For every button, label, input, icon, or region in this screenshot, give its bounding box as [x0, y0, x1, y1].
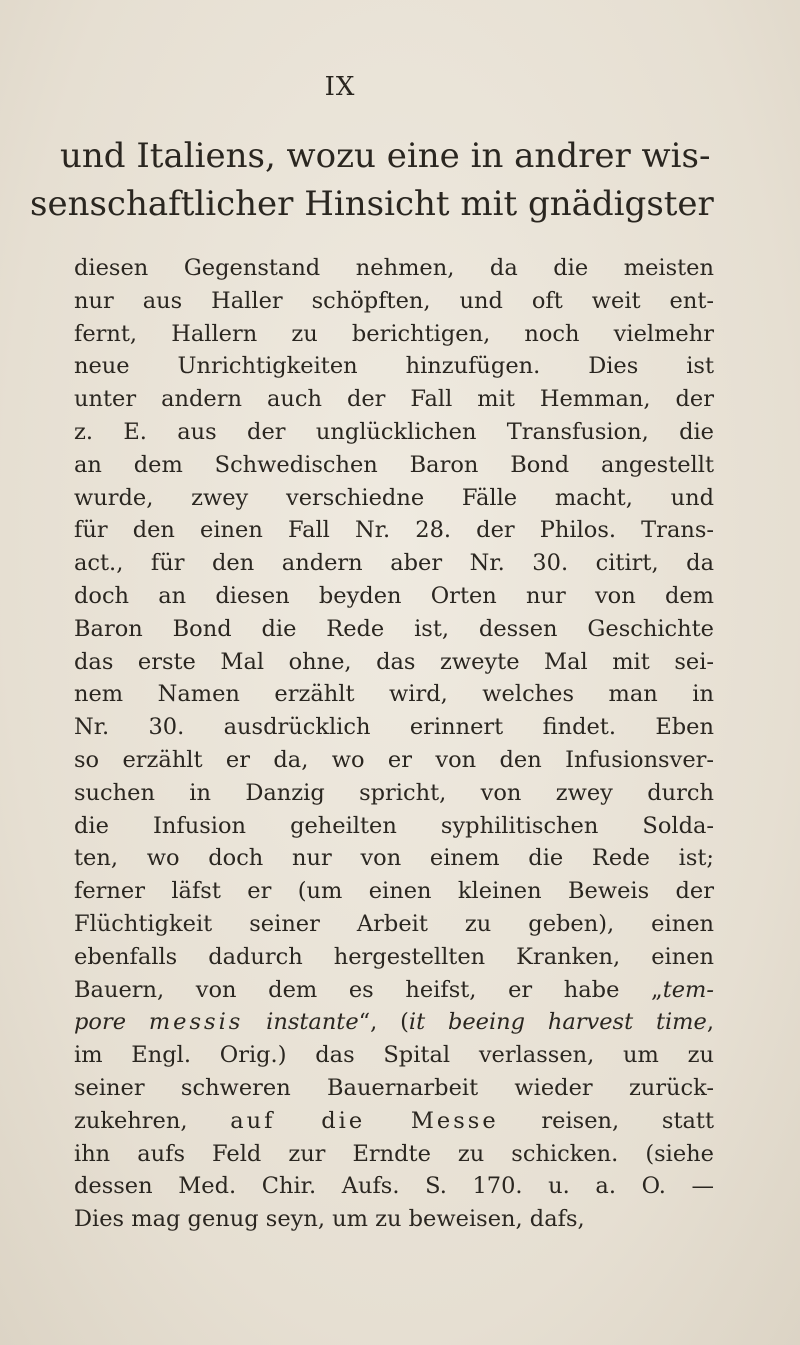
text-line: suchen in Danzig spricht, von zwey durch — [74, 779, 714, 806]
italic-segment: pore — [74, 1009, 149, 1036]
text-segment: , — [706, 1009, 714, 1036]
body-text — [74, 252, 714, 1236]
text-line: ebenfalls dadurch hergestellten Kranken, einen — [74, 943, 714, 970]
text-segment: reisen, statt — [498, 1107, 715, 1134]
italic-segment: tem- — [662, 976, 714, 1003]
text-line: ferner läfst er (um einen kleinen Beweis der — [74, 878, 714, 905]
text-line: im Engl. Orig.) das Spital verlassen, um zu — [74, 1042, 714, 1069]
text-line: nem Namen erzählt wird, welches man in — [74, 681, 714, 708]
italic-segment: it beeing harvest time — [408, 1009, 707, 1036]
text-line: für den einen Fall Nr. 28. der Philos. Trans- — [74, 517, 714, 544]
text-line: z. E. aus der unglücklichen Transfusion, die — [74, 418, 714, 445]
text-line: seiner schweren Bauernarbeit wieder zurück- — [74, 1074, 714, 1101]
text-line — [74, 1006, 714, 1039]
text-line: wurde, zwey verschiedne Fälle macht, und — [74, 484, 714, 511]
text-line: neue Unrichtigkeiten hinzufügen. Dies ist — [74, 353, 714, 380]
text-line: fernt, Hallern zu berichtigen, noch vielmehr — [74, 320, 714, 347]
text-line: unter andern auch der Fall mit Hemman, der — [74, 386, 714, 413]
italic-segment: instante — [243, 1009, 359, 1036]
text-line: act., für den andern aber Nr. 30. citirt, da — [74, 550, 714, 577]
text-line: diesen Gegenstand nehmen, da die meisten — [74, 255, 714, 281]
spaced-segment: auf die Messe — [230, 1107, 499, 1134]
text-line: Baron Bond die Rede ist, dessen Geschichte — [74, 615, 714, 642]
text-line: Dies mag genug seyn, um zu beweisen, dafs, — [74, 1206, 585, 1233]
text-line: Flüchtigkeit seiner Arbeit zu geben), einen — [74, 910, 714, 937]
text-line: die Infusion geheilten syphilitischen Solda- — [74, 812, 714, 839]
heading-line-2: senschaftlicher Hinsicht mit gnädigster — [30, 184, 714, 224]
heading-line-1: und Italiens, wozu eine in andrer wis- — [60, 136, 711, 176]
text-line: doch an diesen beyden Orten nur von dem — [74, 582, 714, 609]
text-segment: zukehren, — [74, 1107, 231, 1134]
text-line — [74, 974, 714, 1007]
text-line: an dem Schwedischen Baron Bond angestellt — [74, 451, 714, 478]
spaced-italic-segment: messis — [148, 1009, 244, 1036]
text-line — [74, 1105, 714, 1138]
text-line: das erste Mal ohne, das zweyte Mal mit sei- — [74, 648, 714, 675]
text-line: nur aus Haller schöpften, und oft weit ent- — [74, 287, 714, 314]
text-segment: “, ( — [358, 1009, 409, 1036]
text-line: so erzählt er da, wo er von den Infusionsver- — [74, 746, 714, 773]
text-line: Nr. 30. ausdrücklich erinnert findet. Eben — [74, 714, 714, 741]
text-segment: Bauern, von dem es heifst, er habe „ — [74, 976, 663, 1003]
text-line: ten, wo doch nur von einem die Rede ist; — [74, 845, 714, 872]
text-line: dessen Med. Chir. Aufs. S. 170. u. a. O. — — [74, 1173, 714, 1200]
page-number: IX — [324, 72, 356, 102]
text-line: ihn aufs Feld zur Erndte zu schicken. (siehe — [74, 1140, 714, 1167]
